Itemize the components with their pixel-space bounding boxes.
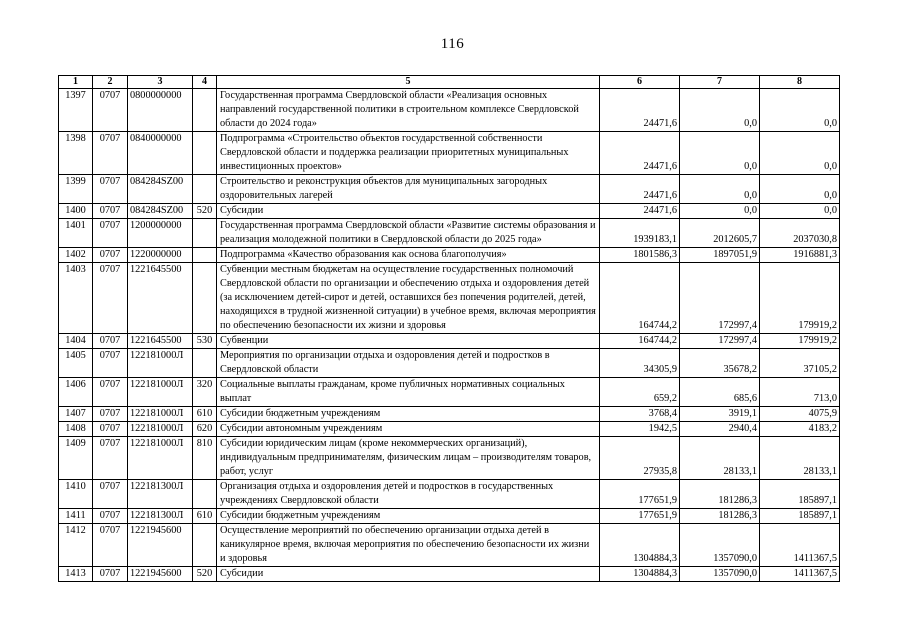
expense-type — [193, 89, 217, 132]
amount-col-7: 685,6 — [680, 378, 760, 407]
row-number: 1412 — [59, 524, 93, 567]
amount-col-8: 185897,1 — [760, 509, 840, 524]
description: Подпрограмма «Строительство объектов государственной собственности Свердловской области и поддержка реализации приоритетных муниципальных инвестиционных проектов» — [217, 132, 600, 175]
description: Субсидии — [217, 204, 600, 219]
table-row — [59, 263, 840, 334]
amount-col-7: 0,0 — [680, 175, 760, 204]
amount-col-6: 164744,2 — [600, 263, 680, 334]
section-code: 0707 — [93, 132, 128, 175]
col-header-1: 1 — [59, 76, 93, 89]
amount-col-7: 1357090,0 — [680, 567, 760, 582]
table-row — [59, 437, 840, 480]
expense-type — [193, 175, 217, 204]
col-header-4: 4 — [193, 76, 217, 89]
expense-type: 610 — [193, 407, 217, 422]
amount-col-6: 34305,9 — [600, 349, 680, 378]
target-code: 122181000Л — [128, 437, 193, 480]
amount-col-7: 0,0 — [680, 204, 760, 219]
table-row — [59, 334, 840, 349]
amount-col-7: 0,0 — [680, 132, 760, 175]
target-code: 1200000000 — [128, 219, 193, 248]
target-code: 1221945600 — [128, 524, 193, 567]
row-number: 1402 — [59, 248, 93, 263]
expense-type: 810 — [193, 437, 217, 480]
amount-col-6: 24471,6 — [600, 89, 680, 132]
table-row — [59, 89, 840, 132]
target-code: 122181000Л — [128, 422, 193, 437]
amount-col-6: 1942,5 — [600, 422, 680, 437]
header-row — [59, 76, 840, 89]
section-code: 0707 — [93, 407, 128, 422]
amount-col-8: 713,0 — [760, 378, 840, 407]
description: Осуществление мероприятий по обеспечению организации отдыха детей в каникулярное время, включая мероприятия по обеспечению безопасности их жизни и здоровья — [217, 524, 600, 567]
description: Мероприятия по организации отдыха и оздоровления детей и подростков в Свердловской области — [217, 349, 600, 378]
table-row — [59, 219, 840, 248]
row-number: 1409 — [59, 437, 93, 480]
description: Государственная программа Свердловской области «Развитие системы образования и реализация молодежной политики в Свердловской области до 2025 года» — [217, 219, 600, 248]
table-row — [59, 378, 840, 407]
amount-col-6: 164744,2 — [600, 334, 680, 349]
row-number: 1410 — [59, 480, 93, 509]
amount-col-7: 172997,4 — [680, 334, 760, 349]
amount-col-8: 2037030,8 — [760, 219, 840, 248]
section-code: 0707 — [93, 175, 128, 204]
section-code: 0707 — [93, 263, 128, 334]
row-number: 1399 — [59, 175, 93, 204]
row-number: 1411 — [59, 509, 93, 524]
amount-col-8: 0,0 — [760, 89, 840, 132]
target-code: 122181000Л — [128, 407, 193, 422]
amount-col-8: 185897,1 — [760, 480, 840, 509]
amount-col-8: 1916881,3 — [760, 248, 840, 263]
expense-type — [193, 263, 217, 334]
amount-col-6: 24471,6 — [600, 132, 680, 175]
expense-type — [193, 480, 217, 509]
amount-col-8: 37105,2 — [760, 349, 840, 378]
section-code: 0707 — [93, 509, 128, 524]
amount-col-8: 0,0 — [760, 175, 840, 204]
amount-col-6: 24471,6 — [600, 175, 680, 204]
col-header-8: 8 — [760, 76, 840, 89]
target-code: 1221645500 — [128, 334, 193, 349]
section-code: 0707 — [93, 89, 128, 132]
section-code: 0707 — [93, 219, 128, 248]
target-code: 1221945600 — [128, 567, 193, 582]
amount-col-6: 1801586,3 — [600, 248, 680, 263]
page-number: 116 — [440, 36, 465, 52]
section-code: 0707 — [93, 480, 128, 509]
section-code: 0707 — [93, 524, 128, 567]
amount-col-8: 0,0 — [760, 204, 840, 219]
table-row — [59, 132, 840, 175]
target-code: 1221645500 — [128, 263, 193, 334]
amount-col-8: 179919,2 — [760, 263, 840, 334]
amount-col-6: 3768,4 — [600, 407, 680, 422]
table-row — [59, 567, 840, 582]
section-code: 0707 — [93, 422, 128, 437]
row-number: 1413 — [59, 567, 93, 582]
description: Организация отдыха и оздоровления детей и подростков в государственных учреждениях Свердловской области — [217, 480, 600, 509]
expense-type: 320 — [193, 378, 217, 407]
section-code: 0707 — [93, 378, 128, 407]
description: Подпрограмма «Качество образования как основа благополучия» — [217, 248, 600, 263]
expense-type — [193, 132, 217, 175]
expense-type: 620 — [193, 422, 217, 437]
table-row — [59, 524, 840, 567]
table-row — [59, 175, 840, 204]
target-code: 1220000000 — [128, 248, 193, 263]
section-code: 0707 — [93, 437, 128, 480]
row-number: 1403 — [59, 263, 93, 334]
row-number: 1408 — [59, 422, 93, 437]
expense-type: 530 — [193, 334, 217, 349]
target-code: 122181000Л — [128, 349, 193, 378]
col-header-6: 6 — [600, 76, 680, 89]
description: Социальные выплаты гражданам, кроме публичных нормативных социальных выплат — [217, 378, 600, 407]
table-row — [59, 248, 840, 263]
row-number: 1406 — [59, 378, 93, 407]
budget-table — [58, 75, 840, 582]
amount-col-8: 1411367,5 — [760, 567, 840, 582]
row-number: 1400 — [59, 204, 93, 219]
amount-col-6: 24471,6 — [600, 204, 680, 219]
target-code: 122181300Л — [128, 509, 193, 524]
description: Субвенции местным бюджетам на осуществление государственных полномочий Свердловской области по организации и обеспечению отдыха и оздоровления детей (за исключением детей-сирот и детей, оставшихся без попечения родителей, детей, находящихся в трудной жизненной ситуации) в учебное время, включая мероприятия по обеспечению безопасности их жизни и здоровья — [217, 263, 600, 334]
amount-col-8: 4075,9 — [760, 407, 840, 422]
amount-col-6: 1939183,1 — [600, 219, 680, 248]
table-row — [59, 204, 840, 219]
table-row — [59, 422, 840, 437]
amount-col-7: 1357090,0 — [680, 524, 760, 567]
row-number: 1407 — [59, 407, 93, 422]
section-code: 0707 — [93, 349, 128, 378]
amount-col-8: 28133,1 — [760, 437, 840, 480]
amount-col-7: 1897051,9 — [680, 248, 760, 263]
row-number: 1404 — [59, 334, 93, 349]
expense-type: 520 — [193, 204, 217, 219]
amount-col-8: 1411367,5 — [760, 524, 840, 567]
row-number: 1401 — [59, 219, 93, 248]
row-number: 1398 — [59, 132, 93, 175]
amount-col-6: 27935,8 — [600, 437, 680, 480]
amount-col-7: 0,0 — [680, 89, 760, 132]
description: Субсидии автономным учреждениям — [217, 422, 600, 437]
section-code: 0707 — [93, 248, 128, 263]
col-header-2: 2 — [93, 76, 128, 89]
section-code: 0707 — [93, 334, 128, 349]
amount-col-7: 28133,1 — [680, 437, 760, 480]
section-code: 0707 — [93, 204, 128, 219]
target-code: 122181000Л — [128, 378, 193, 407]
row-number: 1397 — [59, 89, 93, 132]
table-row — [59, 407, 840, 422]
amount-col-7: 2940,4 — [680, 422, 760, 437]
target-code: 084284SZ00 — [128, 175, 193, 204]
col-header-7: 7 — [680, 76, 760, 89]
target-code: 122181300Л — [128, 480, 193, 509]
amount-col-8: 179919,2 — [760, 334, 840, 349]
description: Субсидии бюджетным учреждениям — [217, 509, 600, 524]
expense-type — [193, 219, 217, 248]
description: Субвенции — [217, 334, 600, 349]
expense-type — [193, 524, 217, 567]
amount-col-7: 172997,4 — [680, 263, 760, 334]
col-header-3: 3 — [128, 76, 193, 89]
amount-col-7: 35678,2 — [680, 349, 760, 378]
target-code: 084284SZ00 — [128, 204, 193, 219]
amount-col-7: 181286,3 — [680, 509, 760, 524]
amount-col-6: 1304884,3 — [600, 567, 680, 582]
description: Государственная программа Свердловской области «Реализация основных направлений государственной политики в строительном комплексе Свердловской области до 2024 года» — [217, 89, 600, 132]
description: Строительство и реконструкция объектов для муниципальных загородных оздоровительных лагерей — [217, 175, 600, 204]
description: Субсидии юридическим лицам (кроме некоммерческих организаций), индивидуальным предпринимателям, физическим лицам – производителям товаров, работ, услуг — [217, 437, 600, 480]
expense-type — [193, 248, 217, 263]
amount-col-6: 659,2 — [600, 378, 680, 407]
amount-col-6: 1304884,3 — [600, 524, 680, 567]
amount-col-7: 2012605,7 — [680, 219, 760, 248]
amount-col-8: 0,0 — [760, 132, 840, 175]
row-number: 1405 — [59, 349, 93, 378]
description: Субсидии — [217, 567, 600, 582]
table-row — [59, 480, 840, 509]
table-row — [59, 509, 840, 524]
amount-col-6: 177651,9 — [600, 480, 680, 509]
target-code: 0800000000 — [128, 89, 193, 132]
amount-col-6: 177651,9 — [600, 509, 680, 524]
table-row — [59, 349, 840, 378]
expense-type: 520 — [193, 567, 217, 582]
amount-col-7: 181286,3 — [680, 480, 760, 509]
col-header-5: 5 — [217, 76, 600, 89]
section-code: 0707 — [93, 567, 128, 582]
amount-col-8: 4183,2 — [760, 422, 840, 437]
expense-type — [193, 349, 217, 378]
target-code: 0840000000 — [128, 132, 193, 175]
description: Субсидии бюджетным учреждениям — [217, 407, 600, 422]
amount-col-7: 3919,1 — [680, 407, 760, 422]
expense-type: 610 — [193, 509, 217, 524]
